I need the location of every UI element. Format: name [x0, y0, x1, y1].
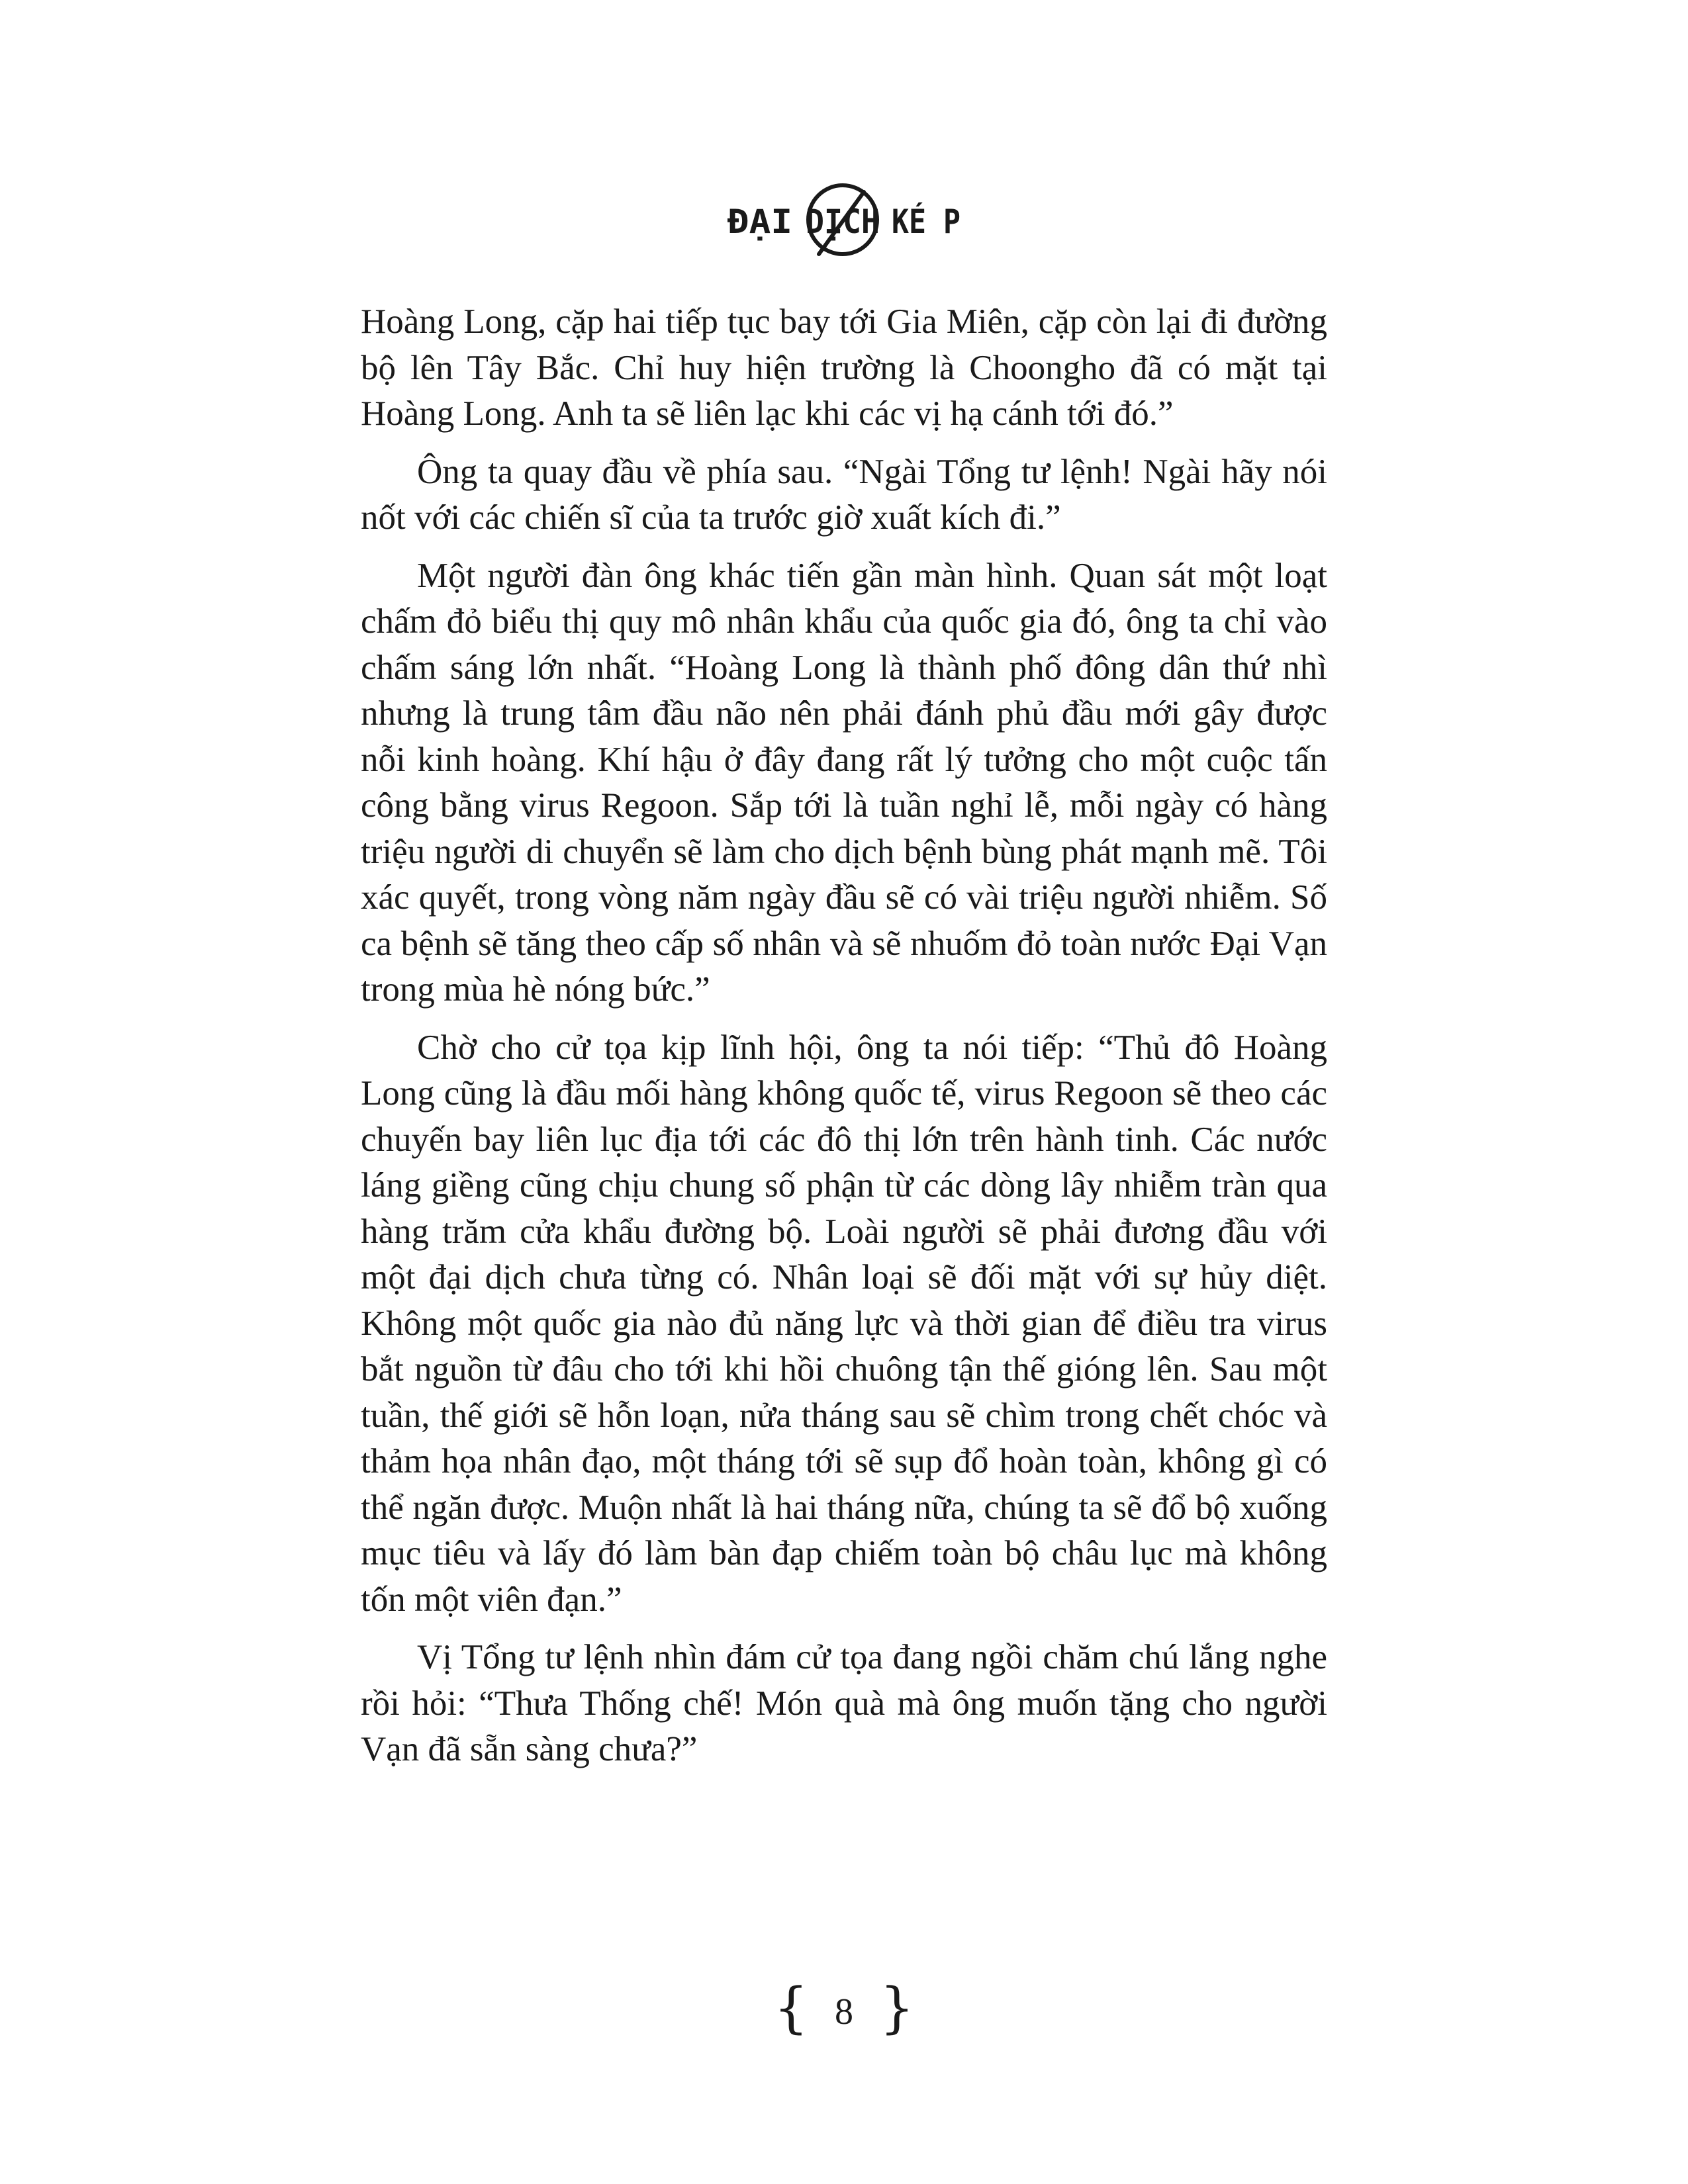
page-body: [361, 299, 1327, 1785]
paragraph: Một người đàn ông khác tiến gần màn hình. Quan sát một loạt chấm đỏ biểu thị quy mô nhân khẩu của quốc gia đó, ông ta chỉ vào chấm sáng lớn nhất. “Hoàng Long là thành phố đông dân thứ nhì nhưng là trung tâm đầu não nên phải đánh phủ đầu mới gây được nỗi kinh hoàng. Khí hậu ở đây đang rất lý tưởng cho một cuộc tấn công bằng virus Regoon. Sắp tới là tuần nghỉ lễ, mỗi ngày có hàng triệu người di chuyển sẽ làm cho dịch bệnh bùng phát mạnh mẽ. Tôi xác quyết, trong vòng năm ngày đầu sẽ có vài triệu người nhiễm. Số ca bệnh sẽ tăng theo cấp số nhân và sẽ nhuốm đỏ toàn nước Đại Vạn trong mùa hè nóng bức.”: [361, 556, 1327, 1009]
logo-word-2: DỊCH: [806, 203, 880, 241]
paragraph: Vị Tổng tư lệnh nhìn đám cử tọa đang ngồi chăm chú lắng nghe rồi hỏi: “Thưa Thống chế! Món quà mà ông muốn tặng cho người Vạn đã sẵn sàng chưa?”: [361, 1638, 1327, 1768]
book-title-logo: [725, 180, 972, 273]
page-footer: [0, 1979, 1688, 2042]
left-brace: {: [773, 1977, 808, 2040]
paragraph: Ông ta quay đầu về phía sau. “Ngài Tổng tư lệnh! Ngài hãy nói nốt với các chiến sĩ của ta trước giờ xuất kích đi.”: [361, 452, 1327, 537]
paragraph: Chờ cho cử tọa kịp lĩnh hội, ông ta nói tiếp: “Thủ đô Hoàng Long cũng là đầu mối hàng không quốc tế, virus Regoon sẽ theo các chuyến bay liên lục địa tới các đô thị lớn trên hành tinh. Các nước láng giềng cũng chịu chung số phận từ các dòng lây nhiễm tràn qua hàng trăm cửa khẩu đường bộ. Loài người sẽ phải đương đầu với một đại dịch chưa từng có. Nhân loại sẽ đối mặt với sự hủy diệt. Không một quốc gia nào đủ năng lực và thời gian để điều tra virus bắt nguồn từ đâu cho tới khi hồi chuông tận thế gióng lên. Sau một tuần, thế giới sẽ hỗn loạn, nửa tháng sau sẽ chìm trong chết chóc và thảm họa nhân đạo, một tháng tới sẽ sụp đổ hoàn toàn, không gì có thể ngăn được. Muộn nhất là hai tháng nữa, chúng ta sẽ đổ bộ xuống mục tiêu và lấy đó làm bàn đạp chiếm toàn bộ châu lục mà không tốn một viên đạn.”: [361, 1028, 1327, 1619]
page-number: 8: [835, 1991, 853, 2032]
running-header: [0, 180, 1688, 273]
paragraph: Hoàng Long, cặp hai tiếp tục bay tới Gia Miên, cặp còn lại đi đường bộ lên Tây Bắc. Chỉ huy hiện trường là Choongho đã có mặt tại Hoàng Long. Anh ta sẽ liên lạc khi các vị hạ cánh tới đó.”: [361, 302, 1327, 433]
logo-word-3: KÉ P: [892, 203, 972, 241]
right-brace: }: [880, 1977, 915, 2040]
logo-word-1: ĐẠI: [727, 203, 792, 241]
